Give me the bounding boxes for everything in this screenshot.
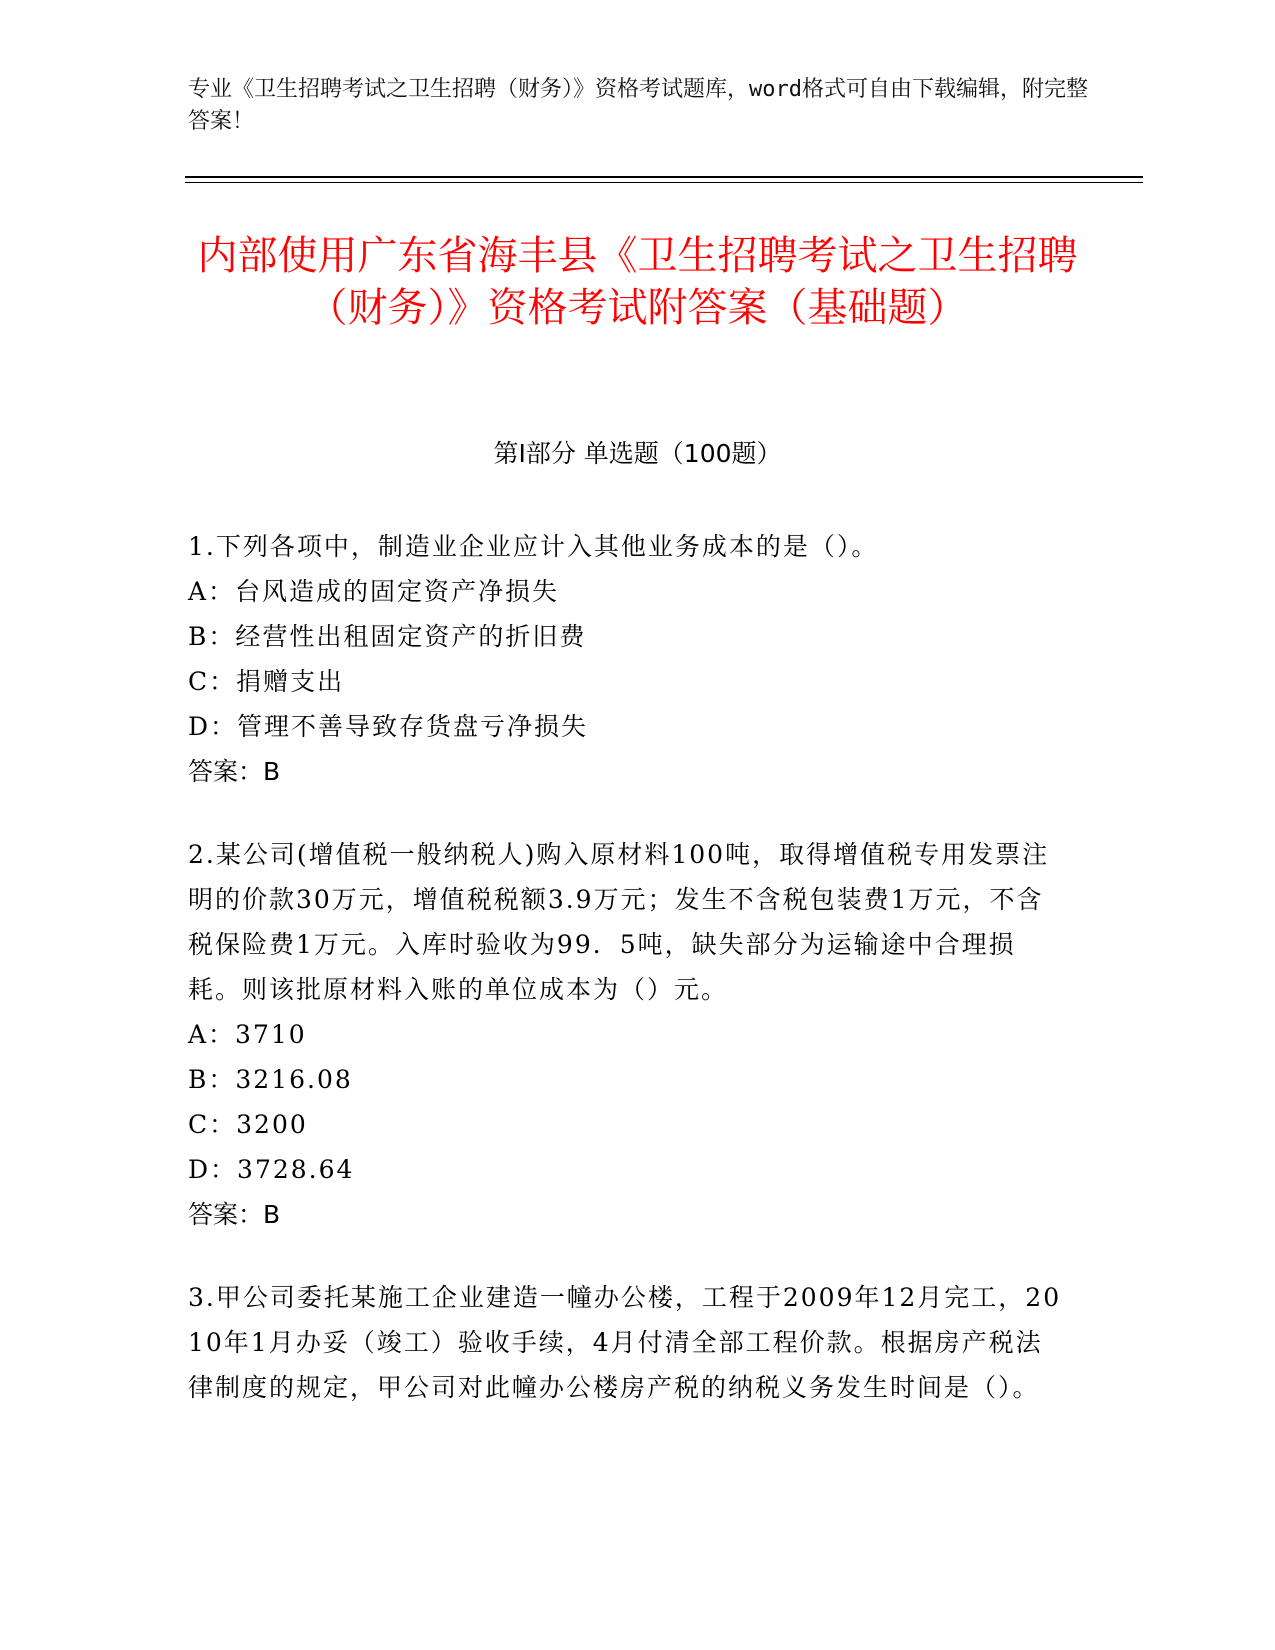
document-title: 内部使用广东省海丰县《卫生招聘考试之卫生招聘（财务）》资格考试附答案（基础题） (197, 233, 1078, 331)
option-c: C：捐赠支出 (188, 667, 345, 696)
question-list (188, 524, 1068, 1448)
option-d: D：3728.64 (188, 1155, 355, 1184)
question-1 (188, 524, 1068, 794)
header-divider-thin (185, 182, 1143, 183)
question-stem: 3.甲公司委托某施工企业建造一幢办公楼，工程于2009年12月完工，2010年1月办妥（竣工）验收手续，4月付清全部工程价款。根据房产税法律制度的规定，甲公司对此幢办公楼房产税的纳税义务发生时间是（）。 (188, 1283, 1062, 1402)
answer-line: 答案：B (188, 1200, 281, 1229)
option-a: A：台风造成的固定资产净损失 (188, 577, 560, 606)
option-b: B：3216.08 (188, 1065, 353, 1094)
question-3 (188, 1275, 1068, 1410)
option-b: B：经营性出租固定资产的折旧费 (188, 622, 587, 651)
option-d: D：管理不善导致存货盘亏净损失 (188, 712, 589, 741)
question-2 (188, 832, 1068, 1237)
header-note: 专业《卫生招聘考试之卫生招聘（财务）》资格考试题库，word格式可自由下载编辑，附完整答案！ (188, 77, 1088, 134)
option-a: A：3710 (188, 1020, 307, 1049)
question-stem: 2.某公司(增值税一般纳税人)购入原材料100吨，取得增值税专用发票注明的价款30万元，增值税税额3.9万元；发生不含税包装费1万元，不含税保险费1万元。入库时验收为99．5吨，缺失部分为运输途中合理损耗。则该批原材料入账的单位成本为（）元。 (188, 840, 1050, 1004)
header-divider-thick (185, 176, 1143, 178)
section-title: 第I部分 单选题（100题） (493, 439, 782, 468)
answer-line: 答案：B (188, 757, 281, 786)
option-c: C：3200 (188, 1110, 308, 1139)
question-stem: 1.下列各项中，制造业企业应计入其他业务成本的是（）。 (188, 532, 879, 561)
